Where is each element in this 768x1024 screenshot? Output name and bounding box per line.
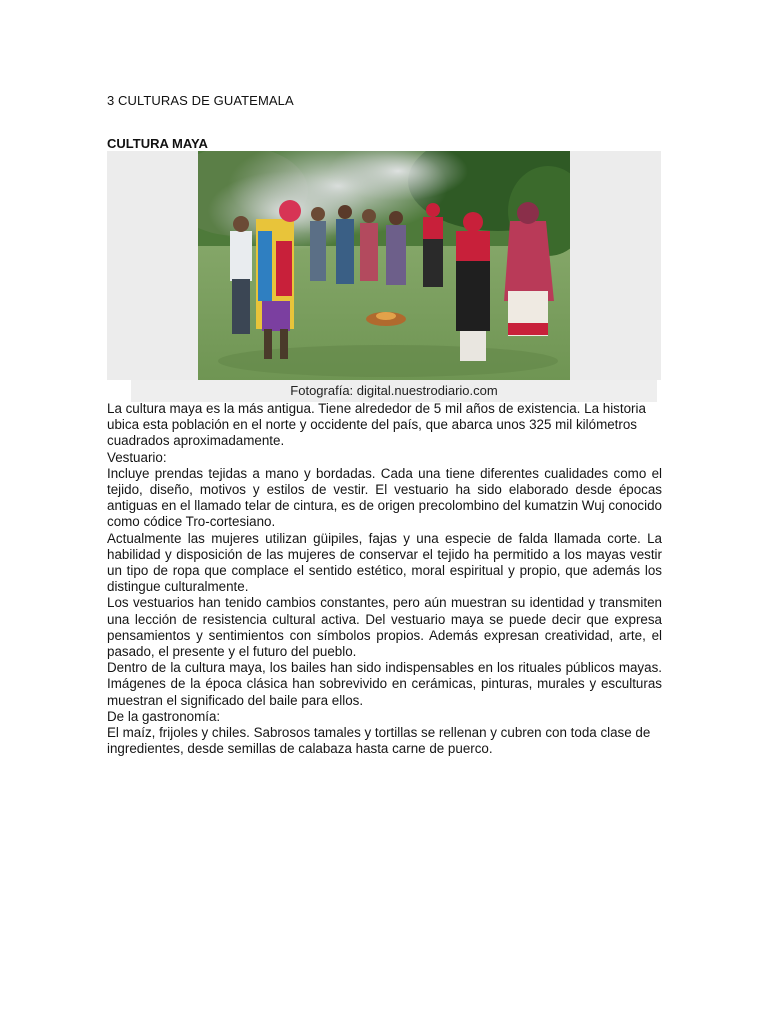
body-text (107, 401, 662, 757)
section-heading-cultura-maya: CULTURA MAYA (107, 136, 208, 151)
paragraph-gastronomia: El maíz, frijoles y chiles. Sabrosos tamales y tortillas se rellenan y cubren con toda clase de ingredientes, desde semillas de calabaza hasta carne de puerco. (107, 725, 651, 757)
subheading-vestuario: Vestuario: (107, 449, 167, 465)
paragraph-bailes: Dentro de la cultura maya, los bailes han sido indispensables en los rituales públicos mayas. Imágenes de la época clásica han sobrevivido en cerámicas, pinturas, murales y esculturas muestran el significado del baile para ellos. (107, 660, 662, 708)
photo-caption: Fotografía: digital.nuestrodiario.com (290, 383, 498, 398)
subheading-gastronomia: De la gastronomía: (107, 708, 221, 724)
paragraph-vestuario-3: Los vestuarios han tenido cambios constantes, pero aún muestran su identidad y transmiten una lección de resistencia cultural activa. Del vestuario maya se puede decir que expresa pensamientos y sentimientos con símbolos propios. Además expresan creatividad, arte, el pasado, el presente y el futuro del pueblo. (107, 595, 662, 660)
paragraph-intro: La cultura maya es la más antigua. Tiene alrededor de 5 mil años de existencia. La historia ubica esta población en el norte y occidente del país, que abarca unos 325 mil kilómetros cuadrados aproximadamente. (107, 401, 646, 449)
ceremony-photo (198, 151, 570, 380)
paragraph-vestuario-1: Incluye prendas tejidas a mano y bordadas. Cada una tiene diferentes cualidades como el tejido, diseño, motivos y estilos de vestir. El vestuario ha sido elaborado desde épocas antiguas en el llamado telar de cintura, es de origen precolombino del kumatzin Wuj conocido como códice Tro-cortesiano. (107, 465, 662, 530)
document-title: 3 CULTURAS DE GUATEMALA (107, 93, 294, 108)
paragraph-vestuario-2: Actualmente las mujeres utilizan güipiles, fajas y una especie de falda llamada corte. La habilidad y disposición de las mujeres de conservar el tejido ha permitido a los mayas vestir un tipo de ropa que complace el sentido estético, moral espiritual y propio, que además los distingue culturalmente. (107, 530, 662, 595)
